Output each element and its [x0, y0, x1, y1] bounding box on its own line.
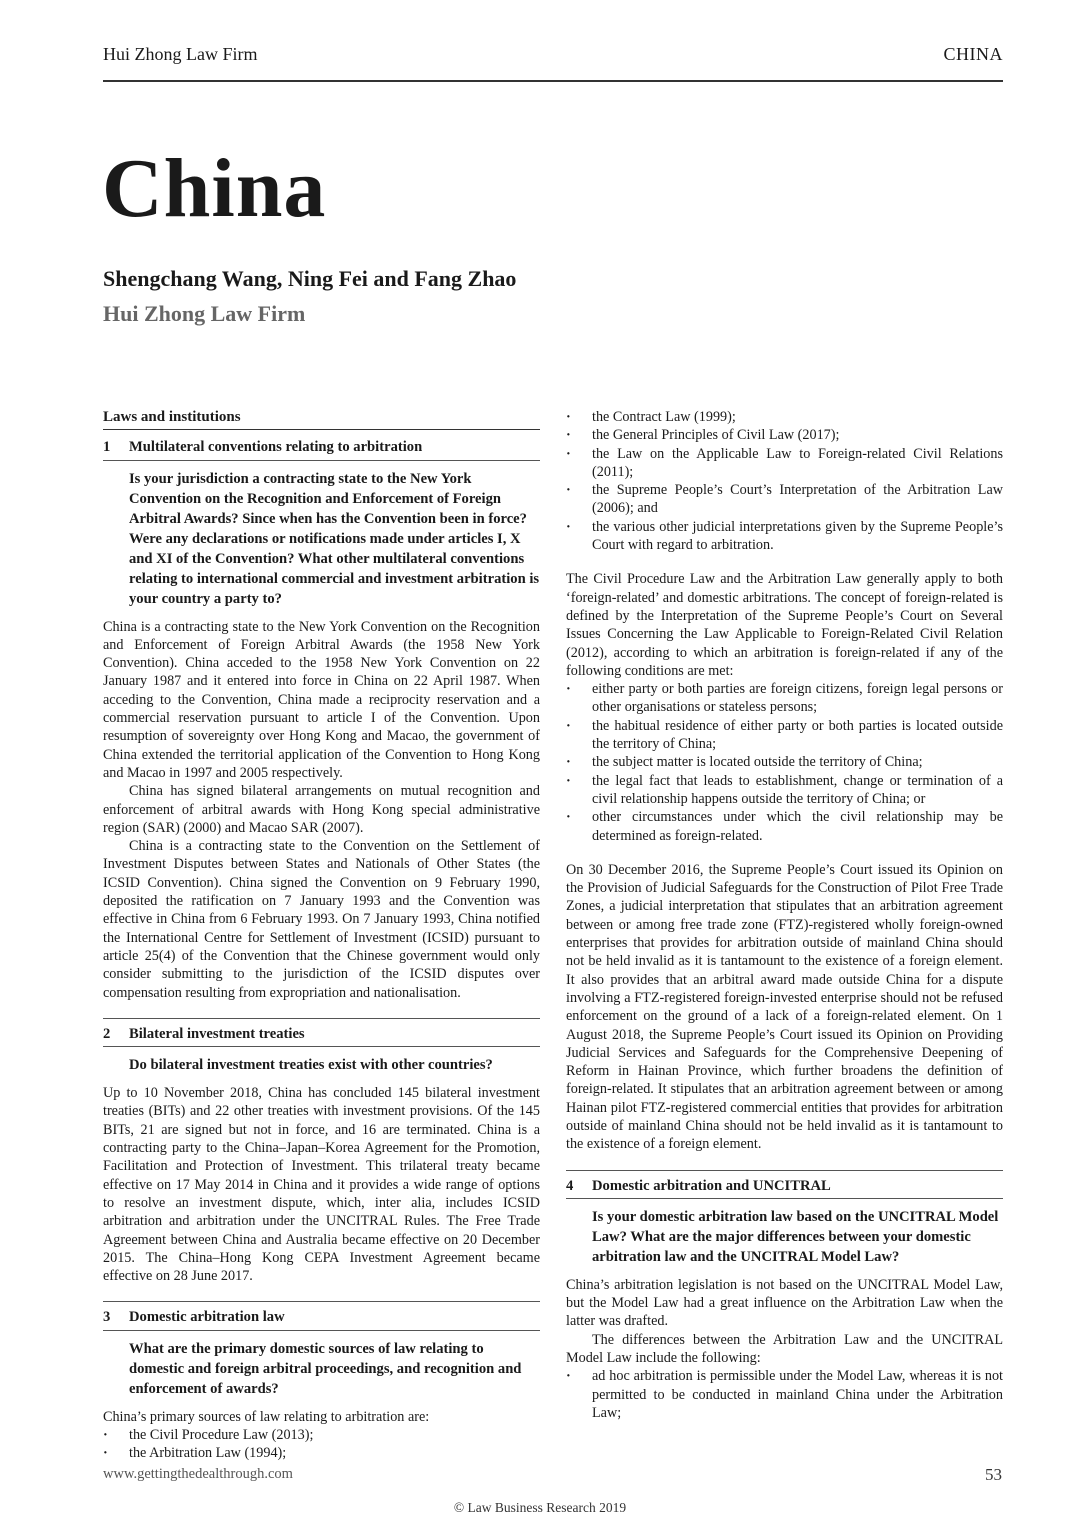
question-heading-text: Domestic arbitration law: [129, 1309, 285, 1326]
question-heading-3: [103, 1301, 540, 1330]
list-item: · the various other judicial interpretations given by the Supreme People’s Court with regard to arbitration.: [566, 518, 1003, 555]
answer-paragraph: China’s arbitration legislation is not based on the UNCITRAL Model Law, but the Model Law had a great influence on the Arbitration Law when the latter was drafted.: [566, 1276, 1003, 1330]
question-number: 4: [566, 1177, 574, 1194]
answer-paragraph: The differences between the Arbitration Law and the UNCITRAL Model Law include the following:: [566, 1331, 1003, 1367]
question-text-2: Do bilateral investment treaties exist with other countries?: [129, 1057, 493, 1074]
answer-paragraph: China is a contracting state to the New York Convention on the Recognition and Enforcement of Foreign Arbitral Awards (the 1958 New York Convention). China acceded to the 1958 New York Convention on 22 January 1987 and it entered into force in China on 22 April 1987. When acceding to the Convention, China made a reciprocity reservation and a commercial reservation pursuant to article I of the Convention. Upon resumption of sovereignty over Hong Kong and Macao, the government of China extended the territorial application of the Convention to Hong Kong and Macao in 1997 and 2005 respectively.: [103, 618, 540, 781]
bullet-list: [566, 680, 1003, 845]
question-text-3: What are the primary domestic sources of law relating to domestic and foreign arbitral proceedings, and recognition and enforcement of awards?: [129, 1340, 522, 1397]
section-title: Laws and institutions: [103, 408, 540, 430]
answer-paragraph: The Civil Procedure Law and the Arbitration Law generally apply to both ‘foreign-related’ and domestic arbitrations. The concept of foreign-related is defined by the Interpretation of the Supreme People’s Court on Several Issues Concerning the Law Applicable to Foreign-Related Civil Relation (2012), according to which an arbitration is foreign-related if any of the following conditions are met:: [566, 571, 1003, 679]
question-heading-text: Domestic arbitration and UNCITRAL: [592, 1177, 831, 1194]
right-column: [566, 408, 1003, 1422]
left-column: [103, 408, 540, 1463]
answer-paragraph: China’s primary sources of law relating to arbitration are:: [103, 1408, 430, 1425]
list-item: · ad hoc arbitration is permissible under the Model Law, whereas it is not permitted to be conducted in mainland China under the Arbitration Law;: [566, 1367, 1003, 1422]
list-item: · the Supreme People’s Court’s Interpretation of the Arbitration Law (2006); and: [566, 481, 1003, 518]
question-heading-text: Bilateral investment treaties: [129, 1025, 305, 1042]
list-item: · the Civil Procedure Law (2013);: [103, 1426, 540, 1444]
chapter-authors: Shengchang Wang, Ning Fei and Fang Zhao: [103, 266, 517, 291]
answer-paragraph: China has signed bilateral arrangements on mutual recognition and enforcement of arbitral awards with Hong Kong special administrative region (SAR) (2000) and Macao SAR (2007).: [103, 783, 540, 836]
list-item: · the General Principles of Civil Law (2017);: [566, 426, 1003, 444]
list-item: · the Arbitration Law (1994);: [103, 1444, 540, 1462]
copyright-notice: © Law Business Research 2019: [453, 1500, 627, 1515]
question-heading-2: [103, 1018, 540, 1047]
question-heading-4: [566, 1170, 1003, 1199]
page-number: 53: [985, 1465, 1002, 1484]
question-number: 3: [103, 1309, 111, 1326]
question-text-4: Is your domestic arbitration law based on the UNCITRAL Model Law? What are the major differences between your domestic arbitration law and the UNCITRAL Model Law?: [592, 1208, 999, 1265]
bullet-list: [566, 408, 1003, 554]
list-item: · other circumstances under which the civil relationship may be determined as foreign-related.: [566, 808, 1003, 845]
footer-website-link[interactable]: www.gettingthedealthrough.com: [103, 1466, 293, 1482]
question-number: 1: [103, 439, 111, 456]
bullet-list: [103, 1426, 540, 1463]
answer-paragraph: Up to 10 November 2018, China has concluded 145 bilateral investment treaties (BITs) and 22 other treaties with investment provisions. Of the 145 BITs, 21 are signed but not in force, and 16 are terminated. China is a contracting party to the China–Japan–Korea Agreement for the Promotion, Facilitation and Protection of Investment. This trilateral treaty became effective on 17 May 2014 in China and it provides a wide range of options to resolve an investment dispute, which, inter alia, includes ICSID arbitration and arbitration under the UNCITRAL Rules. The Free Trade Agreement between China and Australia became effective on 20 December 2015. The China–Hong Kong CEPA Investment Agreement became effective on 28 June 2017.: [103, 1085, 540, 1285]
list-item: · the subject matter is located outside the territory of China;: [566, 753, 1003, 771]
list-item: · the Law on the Applicable Law to Foreign-related Civil Relations (2011);: [566, 445, 1003, 482]
header-country: CHINA: [943, 44, 1003, 64]
chapter-title: China: [102, 142, 327, 235]
question-number: 2: [103, 1025, 111, 1042]
list-item: · the habitual residence of either party or both parties is located outside the territory of China;: [566, 717, 1003, 754]
list-item: · the Contract Law (1999);: [566, 408, 1003, 426]
list-item: · the legal fact that leads to establishment, change or termination of a civil relationship happens outside the territory of China; or: [566, 772, 1003, 809]
bullet-list: [566, 1367, 1003, 1422]
running-header: [103, 44, 1003, 82]
header-firm-name: Hui Zhong Law Firm: [103, 44, 258, 64]
question-heading-1: [103, 438, 540, 460]
list-item: · either party or both parties are foreign citizens, foreign legal persons or other organisations or stateless persons;: [566, 680, 1003, 717]
answer-paragraph: China is a contracting state to the Convention on the Settlement of Investment Disputes between States and Nationals of Other States (the ICSID Convention). China signed the Convention on 9 February 1990, deposited the ratification on 7 January 1993 and the Convention was effective in China from 6 February 1993. On 7 January 1993, China notified the International Centre for Settlement of Investment (ICSID) pursuant to article 25(4) of the Convention that the Chinese government would only consider submitting to the jurisdiction of the ICSID disputes over compensation resulting from expropriation and nationalisation.: [103, 838, 540, 1001]
chapter-firm: Hui Zhong Law Firm: [103, 301, 306, 326]
question-heading-text: Multilateral conventions relating to arbitration: [129, 439, 423, 456]
question-text-1: Is your jurisdiction a contracting state to the New York Convention on the Recognition and Enforcement of Foreign Arbitral Awards? Since when has the Convention been in force? Were any declarations or notifications made under articles I, X and XI of the Convention? What other multilateral conventions relating to international commercial and investment arbitration is your country a party to?: [129, 470, 540, 607]
answer-paragraph: On 30 December 2016, the Supreme People’s Court issued its Opinion on the Provision of Judicial Safeguards for the Construction of Pilot Free Trade Zones, a judicial interpretation that stipulates that an arbitration agreement between or among free trade zone (FTZ)-registered wholly foreign-owned enterprises that provides for arbitration outside of mainland China should not be held invalid as it is tantamount to the existence of a foreign element. It also provides that an arbitral award made outside China for a dispute involving a FTZ-registered foreign-invested enterprise should not be refused enforcement on the ground of a lack of a foreign-related element. On 1 August 2018, the Supreme People’s Court issued its Opinion on Providing Judicial Services and Safeguards for the Comprehensive Deepening of Reform in Hainan Province, which further broadens the definition of foreign-related. It stipulates that an arbitration agreement between or among Hainan pilot FTZ-registered commercial entities that provides for arbitration outside of mainland China should not be held invalid as it is tantamount to the existence of a foreign element.: [566, 861, 1003, 1153]
